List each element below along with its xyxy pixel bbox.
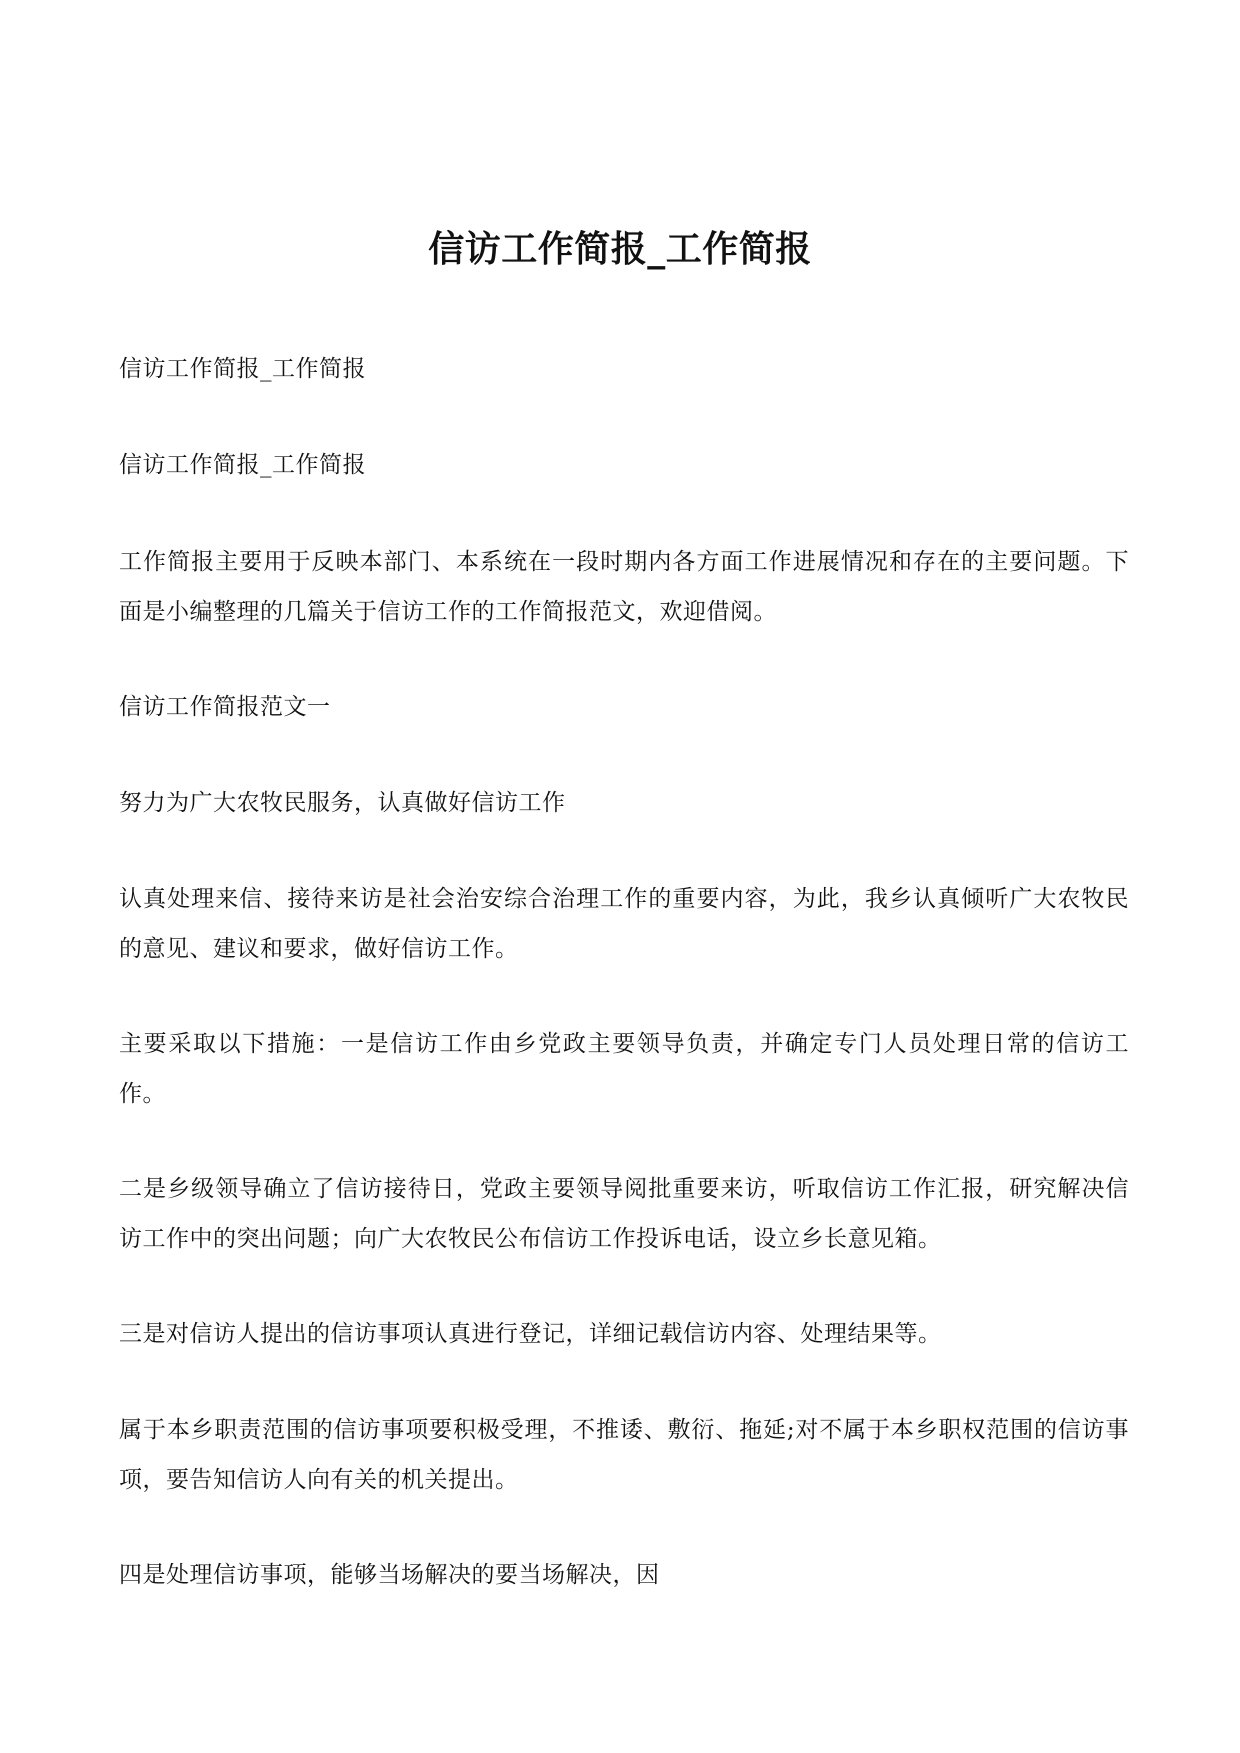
paragraph-subtitle-1: 信访工作简报_工作简报 bbox=[119, 356, 366, 382]
paragraph-subtitle-2: 信访工作简报_工作简报 bbox=[119, 452, 366, 478]
paragraph-body-4: 三是对信访人提出的信访事项认真进行登记，详细记载信访内容、处理结果等。 bbox=[119, 1321, 942, 1347]
paragraph-section-heading: 努力为广大农牧民服务，认真做好信访工作 bbox=[119, 790, 566, 816]
paragraph-body-5: 属于本乡职责范围的信访事项要积极受理，不推诿、敷衍、拖延;对不属于本乡职权范围的信访事项，要告知信访人向有关的机关提出。 bbox=[119, 1417, 1129, 1493]
paragraph-sample-heading: 信访工作简报范文一 bbox=[119, 694, 331, 720]
paragraph-body-2: 主要采取以下措施：一是信访工作由乡党政主要领导负责，并确定专门人员处理日常的信访工作。 bbox=[119, 1031, 1129, 1107]
paragraph-intro: 工作简报主要用于反映本部门、本系统在一段时期内各方面工作进展情况和存在的主要问题。下面是小编整理的几篇关于信访工作的工作简报范文，欢迎借阅。 bbox=[119, 549, 1129, 625]
paragraph-body-1: 认真处理来信、接待来访是社会治安综合治理工作的重要内容，为此，我乡认真倾听广大农牧民的意见、建议和要求，做好信访工作。 bbox=[119, 886, 1129, 962]
paragraph-body-6: 四是处理信访事项，能够当场解决的要当场解决，因 bbox=[119, 1562, 660, 1588]
paragraph-body-3: 二是乡级领导确立了信访接待日，党政主要领导阅批重要来访，听取信访工作汇报，研究解决信访工作中的突出问题；向广大农牧民公布信访工作投诉电话，设立乡长意见箱。 bbox=[119, 1176, 1129, 1252]
document-title: 信访工作简报_工作简报 bbox=[428, 228, 812, 270]
